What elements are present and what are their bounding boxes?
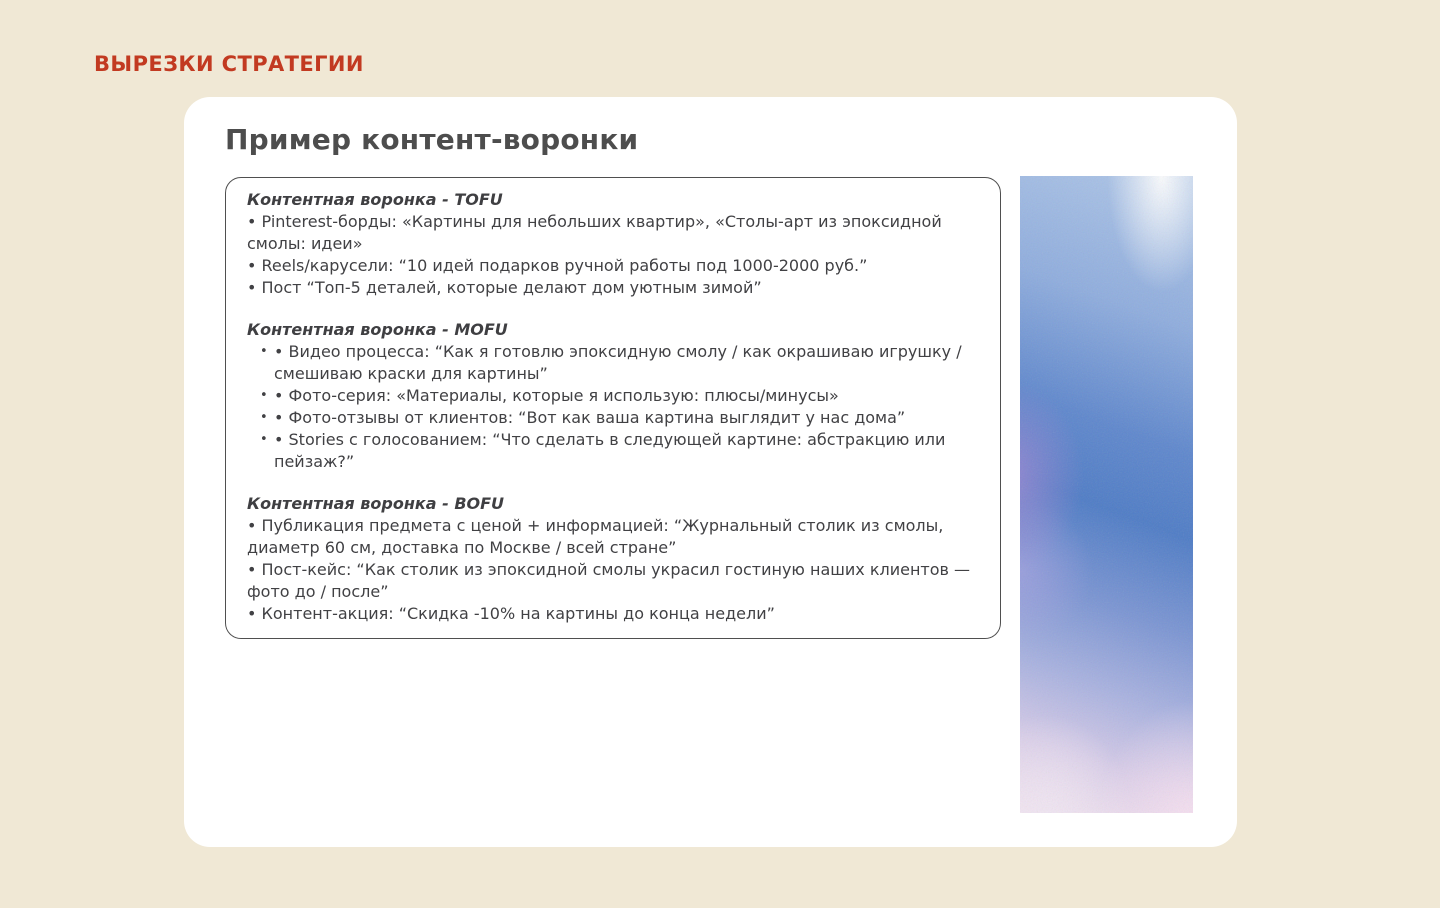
funnel-item — [247, 341, 980, 385]
funnel-item: • Reels/карусели: “10 идей подарков ручной работы под 1000-2000 руб.” — [247, 256, 868, 275]
funnel-item — [247, 407, 980, 429]
section-heading: Контентная воронка - TOFU — [247, 190, 503, 209]
funnel-section — [247, 189, 980, 299]
bullet-icon: • — [260, 432, 268, 447]
funnel-item — [247, 429, 980, 473]
grain-texture — [1020, 176, 1193, 813]
page-title: ВЫРЕЗКИ СТРАТЕГИИ — [94, 52, 364, 76]
bullet-icon: • — [260, 410, 268, 425]
funnel-item — [247, 385, 980, 407]
bullet-icon: • — [260, 344, 268, 359]
card-title: Пример контент-воронки — [225, 123, 639, 156]
funnel-item: • Публикация предмета с ценой + информацией: “Журнальный столик из смолы, диаметр 60 см, доставка по Москве / всей стране” — [247, 516, 944, 557]
funnel-section — [247, 493, 980, 625]
gradient-decoration-image — [1020, 176, 1193, 813]
bullet-icon: • — [260, 388, 268, 403]
content-card — [184, 97, 1237, 847]
funnel-section — [247, 319, 980, 473]
funnel-item-text: • Видео процесса: “Как я готовлю эпоксидную смолу / как окрашиваю игрушку / смешиваю краски для картины” — [274, 342, 962, 383]
section-heading: Контентная воронка - MOFU — [247, 320, 508, 339]
funnel-item-text: • Фото-отзывы от клиентов: “Вот как ваша картина выглядит у нас дома” — [274, 408, 906, 427]
funnel-item-text: • Фото-серия: «Материалы, которые я использую: плюсы/минусы» — [274, 386, 839, 405]
section-heading: Контентная воронка - BOFU — [247, 494, 505, 513]
funnel-item: • Пост “Топ-5 деталей, которые делают дом уютным зимой” — [247, 278, 762, 297]
funnel-item: • Контент-акция: “Скидка -10% на картины до конца недели” — [247, 604, 775, 623]
funnel-item: • Pinterest-борды: «Картины для небольших квартир», «Столы-арт из эпоксидной смолы: идеи» — [247, 212, 942, 253]
funnel-item: • Пост-кейс: “Как столик из эпоксидной смолы украсил гостиную наших клиентов — фото до / после” — [247, 560, 971, 601]
funnel-item-text: • Stories с голосованием: “Что сделать в следующей картине: абстракцию или пейзаж?” — [274, 430, 946, 471]
content-box — [225, 177, 1001, 639]
